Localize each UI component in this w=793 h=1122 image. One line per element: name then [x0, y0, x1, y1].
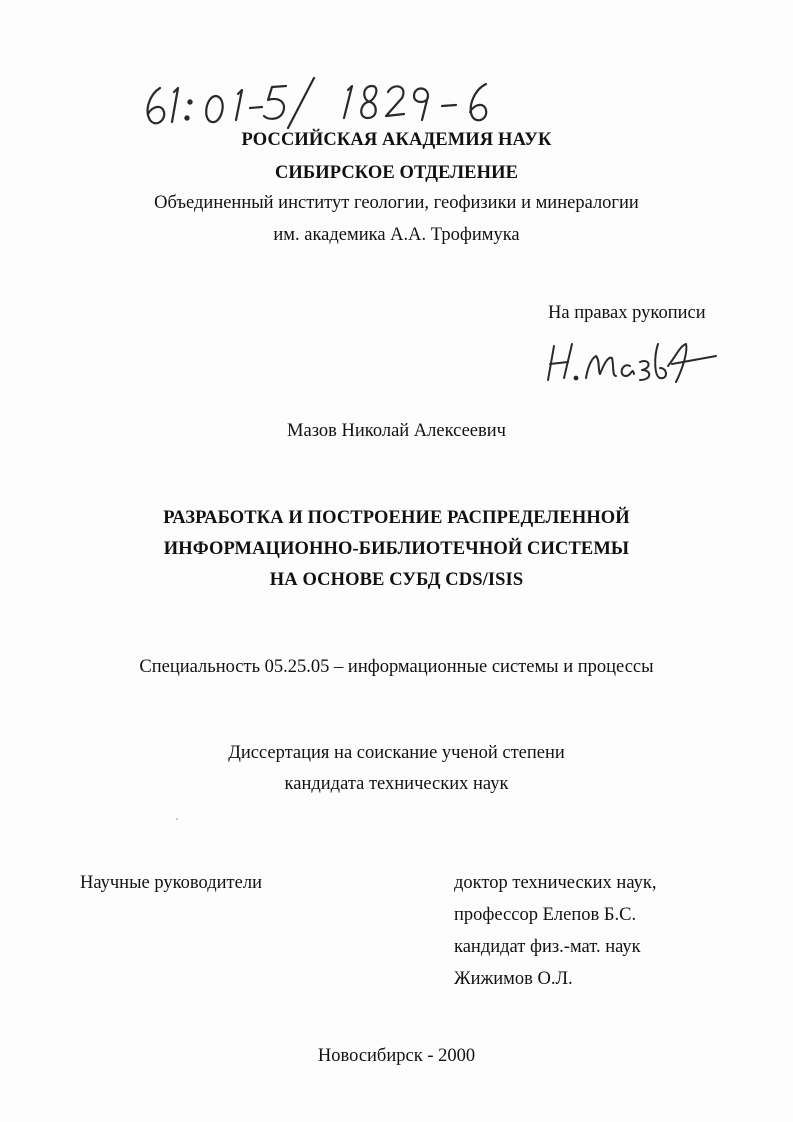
academy-name: РОССИЙСКАЯ АКАДЕМИЯ НАУК: [241, 130, 552, 150]
scan-speck: [176, 818, 178, 820]
degree-line-1: Диссертация на соискание ученой степени: [228, 743, 565, 763]
supervisor-line-4: Жижимов О.Л.: [454, 969, 573, 989]
supervisor-line-3: кандидат физ.-мат. наук: [454, 937, 641, 957]
title-line-1: РАЗРАБОТКА И ПОСТРОЕНИЕ РАСПРЕДЕЛЕННОЙ: [163, 508, 630, 528]
supervisors-label: Научные руководители: [80, 873, 262, 893]
manuscript-rights-label: На правах рукописи: [548, 303, 706, 323]
degree-line-2: кандидата технических наук: [284, 774, 509, 794]
author-signature: [540, 336, 718, 388]
archive-code-handwritten: [138, 70, 508, 132]
institute-name-line1: Объединенный институт геологии, геофизики и минералогии: [154, 193, 639, 213]
title-line-2: ИНФОРМАЦИОННО-БИБЛИОТЕЧНОЙ СИСТЕМЫ: [163, 539, 630, 559]
supervisor-line-2: профессор Елепов Б.С.: [454, 905, 637, 925]
title-line-3: НА ОСНОВЕ СУБД CDS/ISIS: [269, 570, 524, 590]
specialty-line: Специальность 05.25.05 – информационные системы и процессы: [139, 657, 654, 677]
branch-name: СИБИРСКОЕ ОТДЕЛЕНИЕ: [274, 163, 519, 183]
institute-name-line2: им. академика А.А. Трофимука: [273, 225, 520, 245]
author-name: Мазов Николай Алексеевич: [287, 421, 506, 441]
supervisor-line-1: доктор технических наук,: [454, 873, 657, 893]
city-year: Новосибирск - 2000: [317, 1046, 476, 1066]
